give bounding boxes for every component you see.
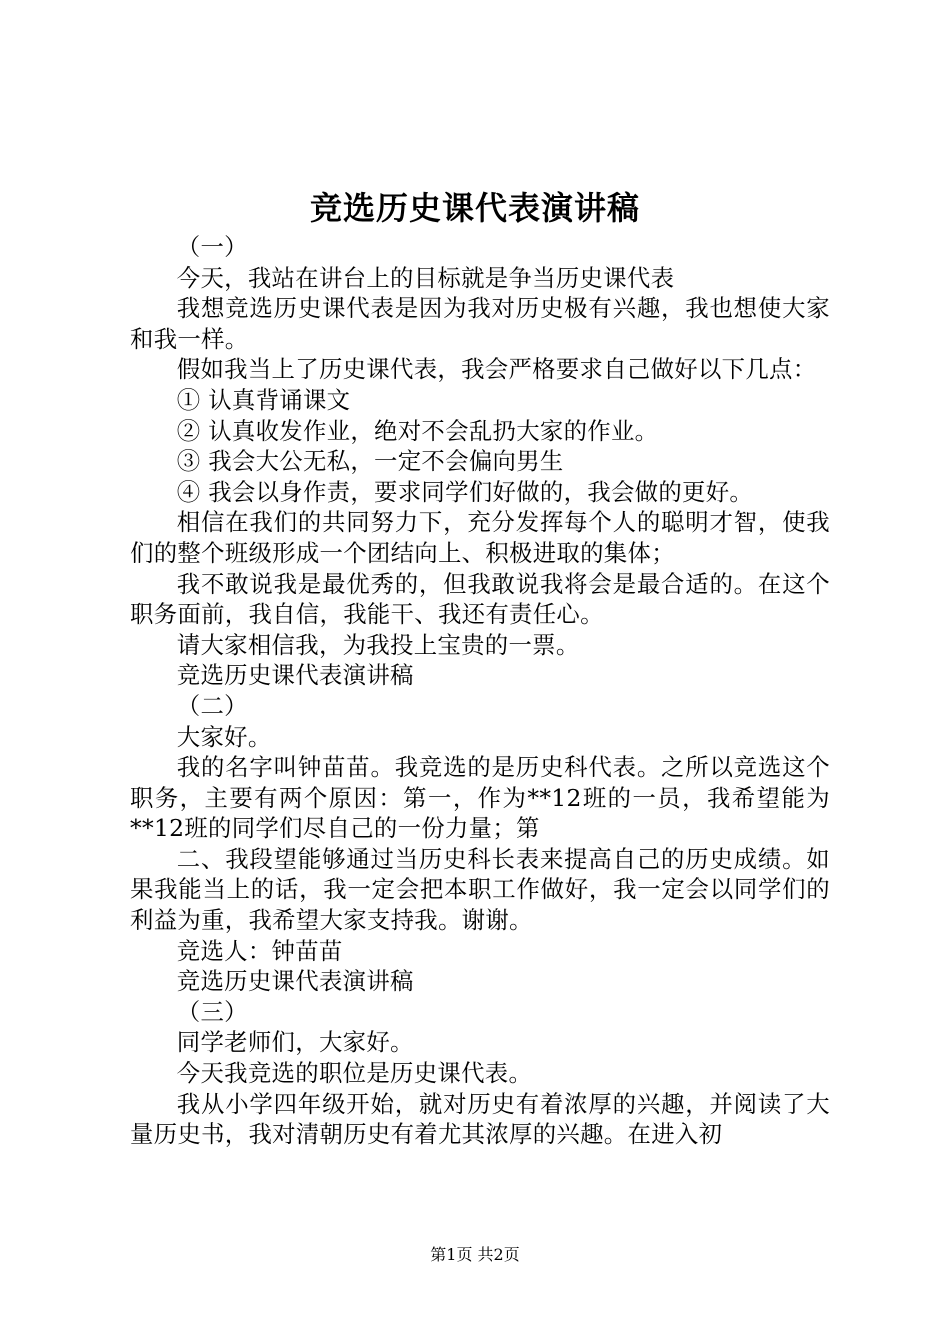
paragraph: （三） [176, 997, 248, 1026]
paragraph: 我不敢说我是最优秀的，但我敢说我将会是最合适的。在这个职务面前，我自信，我能干、我还有责任心。 [130, 569, 830, 629]
paragraph: 二、我段望能够通过当历史科长表来提高自己的历史成绩。如果我能当上的话，我一定会把本职工作做好，我一定会以同学们的利益为重，我希望大家支持我。谢谢。 [130, 844, 830, 935]
page-footer: 第1页 共2页 [430, 1245, 520, 1264]
list-item: ③ 我会大公无私，一定不会偏向男生 [176, 447, 564, 476]
paragraph: 我的名字叫钟苗苗。我竞选的是历史科代表。之所以竞选这个职务，主要有两个原因：第一，作为**12班的一员，我希望能为**12班的同学们尽自己的一份力量；第 [130, 753, 830, 843]
list-item: ④ 我会以身作责，要求同学们好做的，我会做的更好。 [176, 477, 754, 506]
paragraph: 同学老师们，大家好。 [176, 1028, 414, 1057]
paragraph: 假如我当上了历史课代表，我会严格要求自己做好以下几点： [176, 355, 817, 384]
paragraph: 我想竞选历史课代表是因为我对历史极有兴趣，我也想使大家和我一样。 [130, 294, 830, 353]
paragraph: 请大家相信我，为我投上宝贵的一票。 [176, 630, 580, 659]
paragraph: （二） [176, 691, 248, 720]
list-item: ① 认真背诵课文 [176, 385, 351, 414]
paragraph: 大家好。 [176, 722, 272, 751]
signature: 竞选人：钟苗苗 [176, 936, 343, 965]
paragraph: （一） [176, 233, 248, 261]
paragraph: 相信在我们的共同努力下，充分发挥每个人的聪明才智，使我们的整个班级形成一个团结向上、积极进取的集体； [130, 508, 830, 567]
paragraph: 今天，我站在讲台上的目标就是争当历史课代表 [176, 263, 675, 292]
document-title: 竞选历史课代表演讲稿 [309, 189, 640, 227]
paragraph: 今天我竞选的职位是历史课代表。 [176, 1059, 533, 1088]
list-item: ② 认真收发作业，绝对不会乱扔大家的作业。 [176, 416, 659, 445]
section-heading: 竞选历史课代表演讲稿 [176, 661, 414, 690]
paragraph: 我从小学四年级开始，就对历史有着浓厚的兴趣，并阅读了大量历史书，我对清朝历史有着尤其浓厚的兴趣。在进入初 [130, 1089, 830, 1149]
document-body [130, 232, 830, 1150]
section-heading: 竞选历史课代表演讲稿 [176, 967, 414, 996]
